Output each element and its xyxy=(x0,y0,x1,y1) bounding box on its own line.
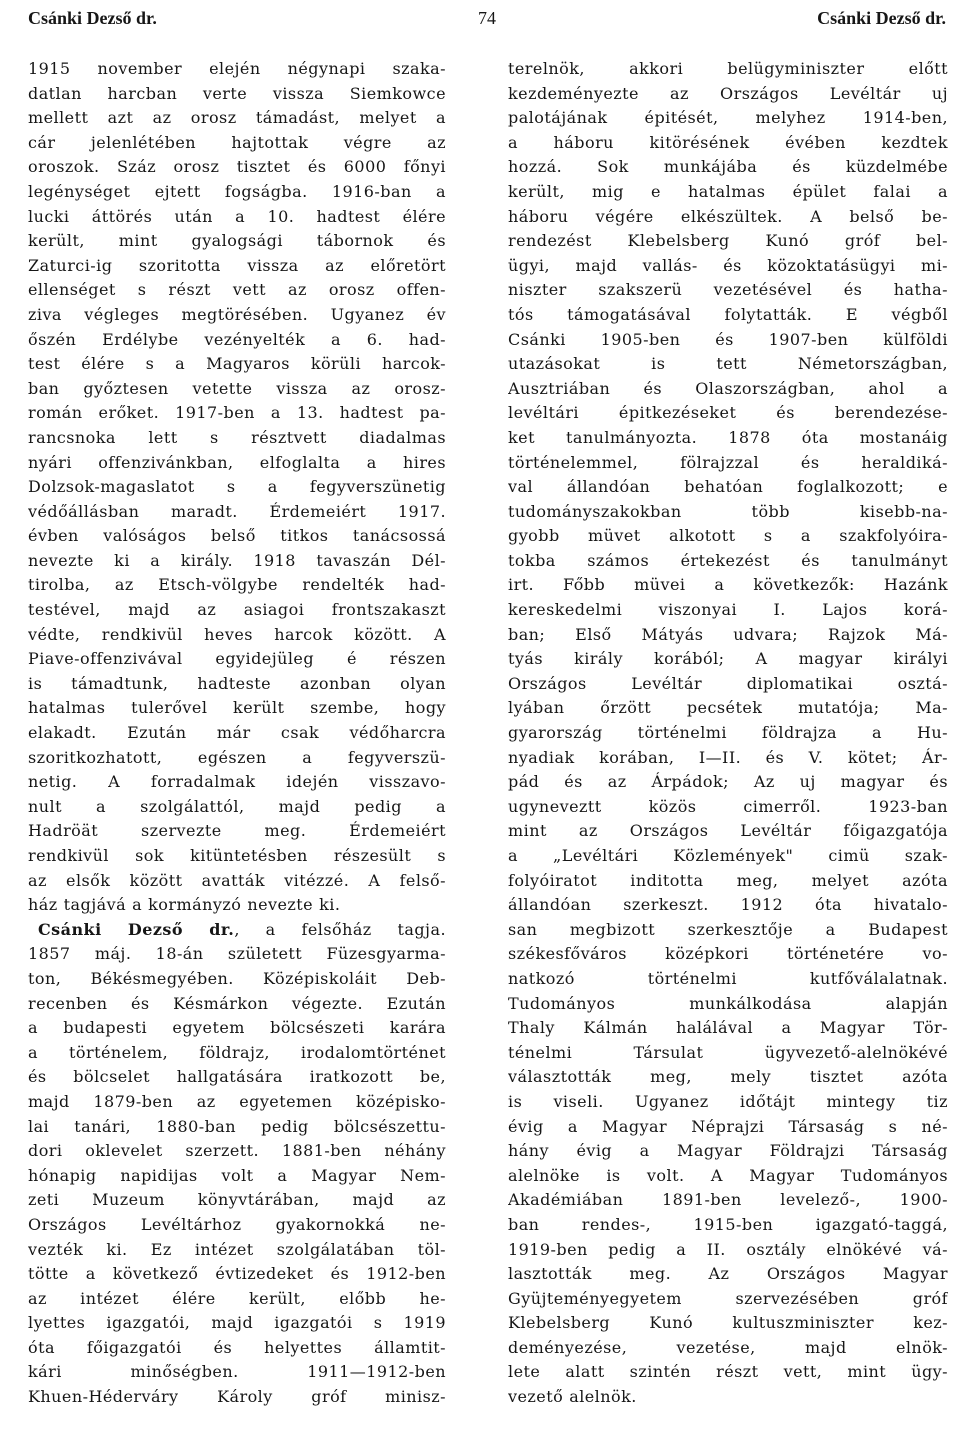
text-line: az elsők között avatták vitézzé. A felső- xyxy=(28,870,446,890)
text-line: tötte a következő évtizedeket és 1912-ben xyxy=(28,1264,446,1284)
text-line: Akadémiában 1891-ben levelező-, 1900- xyxy=(508,1190,948,1210)
text-line: irt. Főbb müvei a következők: Hazánk xyxy=(508,575,948,595)
text-line: datlan harcban verte vissza Siemkowce xyxy=(28,83,446,103)
text-line: ellenséget s részt vett az orosz offen- xyxy=(28,280,446,300)
text-line: háboru végére elkészültek. A belső be- xyxy=(508,206,948,226)
text-line: alelnöke is volt. A Magyar Tudományos xyxy=(508,1165,948,1185)
text-line: Khuen-Héderváry Károly gróf minisz- xyxy=(28,1387,446,1407)
text-line: választották meg, mely tisztet azóta xyxy=(508,1067,948,1087)
text-line: netig. A forradalmak idején visszavo- xyxy=(28,772,446,792)
page-number: 74 xyxy=(478,8,496,28)
running-head-left: Csánki Dezső dr. xyxy=(28,8,157,28)
text-line: nyári offenzivánkban, elfoglalta a hires xyxy=(28,452,446,472)
text-line: hatalmas tulerővel került szembe, hogy xyxy=(28,698,446,718)
text-line: levéltári épitkezéseket és berendezése- xyxy=(508,403,948,423)
text-line: vezető alelnök. xyxy=(508,1387,637,1407)
text-line: kezdeményezte az Országos Levéltár uj xyxy=(508,83,948,103)
text-line: tirolba, az Etsch-völgybe rendelték had- xyxy=(28,575,446,595)
text-line: hónapig napidijas volt a Magyar Nem- xyxy=(28,1165,446,1185)
text-line: pád és az Árpádok; Az uj magyar és xyxy=(508,772,948,792)
text-line: a budapesti egyetem bölcsészeti karára xyxy=(28,1018,446,1038)
text-line: utazásokat is tett Németországban, xyxy=(508,354,948,374)
text-line: Gyüjteményegyetem szervezésében gróf xyxy=(508,1288,948,1308)
right-text-column xyxy=(508,57,948,1410)
text-line: lai tanári, 1880-ban pedig bölcsészettu- xyxy=(28,1116,446,1136)
text-line: legénységet ejtett fogságba. 1916-ban a xyxy=(28,181,446,201)
text-line: nevezte ki a király. 1918 tavaszán Dél- xyxy=(28,550,446,570)
text-line: ket tanulmányozta. 1878 óta mostanáig xyxy=(508,427,948,447)
text-line: nult a szolgálattól, majd pedig a xyxy=(28,796,446,816)
text-line: test élére s a Magyaros körüli harcok- xyxy=(28,354,446,374)
text-line: hány évig a Magyar Földrajzi Társaság xyxy=(508,1141,948,1161)
text-line: rancsnoka lett s résztvett diadalmas xyxy=(28,427,446,447)
text-line: székesfőváros középkori történetére vo- xyxy=(508,944,948,964)
entry-heading-rest: , a felsőház tagja. xyxy=(234,919,446,939)
text-line: cár jelenlétében hajtottak végre az xyxy=(28,132,446,152)
text-line: deményezése, vezetése, majd elnök- xyxy=(508,1337,948,1357)
text-line: ugyneveztt közös cimerről. 1923-ban xyxy=(508,796,948,816)
text-line: Tudományos munkálkodása alapján xyxy=(508,993,948,1013)
text-line: niszter szakszerü vezetésével és hatha- xyxy=(508,280,948,300)
text-line: őszén Erdélybe vezényelték a 6. had- xyxy=(28,329,446,349)
text-line: lucki áttörés után a 10. hadtest élére xyxy=(28,206,446,226)
text-line: ténelmi Társulat ügyvezető-alelnökévé xyxy=(508,1042,948,1062)
text-line: is támadtunk, hadteste azonban olyan xyxy=(28,673,446,693)
page-header xyxy=(28,6,946,30)
text-line: lyában őrzött pecsétek mutatója; Ma- xyxy=(508,698,948,718)
text-line: állandóan szerkeszt. 1912 óta hivatalo- xyxy=(508,895,948,915)
text-line: ban rendes-, 1915-ben igazgató-taggá, xyxy=(508,1214,948,1234)
text-line: 1857 máj. 18-án született Füzesgyarma- xyxy=(28,944,446,964)
text-line: ban győztesen vetette vissza az orosz- xyxy=(28,378,446,398)
text-line: lete alatt szintén részt vett, mint ügy- xyxy=(508,1362,948,1382)
text-line: szoritkozhatott, egészen a fegyverszü- xyxy=(28,747,446,767)
text-line: védőállásban maradt. Érdemeiért 1917. xyxy=(28,501,446,521)
text-line: Hadröät szervezte meg. Érdemeiért xyxy=(28,821,446,841)
text-line: hozzá. Sok munkájába és küzdelmébe xyxy=(508,157,948,177)
text-line: óta főigazgatói és helyettes államtit- xyxy=(28,1337,446,1357)
text-line: gyobb müvet alkotott s a szakfolyóira- xyxy=(508,526,948,546)
text-line: Dolzsok-magaslatot s a fegyverszünetig xyxy=(28,477,446,497)
text-line: Klebelsberg Kunó kultuszminiszter kez- xyxy=(508,1313,948,1333)
text-line: Thaly Kálmán halálával a Magyar Tör- xyxy=(508,1018,948,1038)
text-line: majd 1879-ben az egyetemen középisko- xyxy=(28,1091,446,1111)
text-line: védte, rendkivül heves harcok között. A xyxy=(28,624,446,644)
text-line: tudományszakokban több kisebb-na- xyxy=(508,501,948,521)
text-line: gyarország történelmi földrajza a Hu- xyxy=(508,723,948,743)
text-line: mellett azt az orosz támadást, melyet a xyxy=(28,108,446,128)
left-text-column xyxy=(28,57,446,1410)
text-line: ügyi, majd vallás- és közoktatásügyi mi- xyxy=(508,255,948,275)
text-line: a háboru kitörésének évében kezdtek xyxy=(508,132,948,152)
text-line: lyettes igazgatói, majd igazgatói s 1919 xyxy=(28,1313,446,1333)
text-line: tyás király korából; A magyar királyi xyxy=(508,649,948,669)
text-line: oroszok. Száz orosz tisztet és 6000 főnyi xyxy=(28,157,446,177)
text-line: ziva végleges megtörésében. Ugyanez év xyxy=(28,304,446,324)
text-line: tokba számos értekezést és tanulmányt xyxy=(508,550,948,570)
text-line: kári minőségben. 1911—1912-ben xyxy=(28,1362,446,1382)
text-line: került, mig e hatalmas épület falai a xyxy=(508,181,948,201)
text-line: ton, Békésmegyében. Középiskoláit Deb- xyxy=(28,968,446,988)
text-line: Piave-offenzivával egyidejüleg é részen xyxy=(28,649,446,669)
text-line: román erőket. 1917-ben a 13. hadtest pa- xyxy=(28,403,446,423)
running-head-right: Csánki Dezső dr. xyxy=(817,8,946,28)
text-line: Országos Levéltár diplomatikai osztá- xyxy=(508,673,948,693)
text-line: recenben és Késmárkon végezte. Ezután xyxy=(28,993,446,1013)
text-line: natkozó történelmi kutfőválalatnak. xyxy=(508,968,948,988)
text-line: évig a Magyar Néprajzi Társaság s né- xyxy=(508,1116,948,1136)
text-line: val állandóan behatóan foglalkozott; e xyxy=(508,477,948,497)
text-line: ban; Első Mátyás udvara; Rajzok Má- xyxy=(508,624,948,644)
text-line: dori oklevelet szerzett. 1881-ben néhány xyxy=(28,1141,446,1161)
text-line: lasztották meg. Az Országos Magyar xyxy=(508,1264,948,1284)
text-line: kereskedelmi viszonyai I. Lajos korá- xyxy=(508,600,948,620)
entry-heading xyxy=(28,918,446,943)
text-line: a történelem, földrajz, irodalomtörténet xyxy=(28,1042,446,1062)
text-line: nyadiak korában, I—II. és V. kötet; Ár- xyxy=(508,747,948,767)
text-line: Ausztriában és Olaszországban, ahol a xyxy=(508,378,948,398)
text-line: rendkivül sok kitüntetésben részesült s xyxy=(28,846,446,865)
text-line: Zaturci-ig szoritotta vissza az előretört xyxy=(28,255,446,275)
text-line: terelnök, akkori belügyminiszter előtt xyxy=(508,59,948,78)
text-line: palotájának épitését, melyhez 1914-ben, xyxy=(508,108,948,128)
entry-heading-name: Csánki Dezső dr. xyxy=(38,919,235,939)
text-line: az intézet élére került, előbb he- xyxy=(28,1288,446,1308)
text-line: ház tagjává a kormányzó nevezte ki. xyxy=(28,895,341,915)
text-line: mint az Országos Levéltár főigazgatója xyxy=(508,821,948,841)
text-line: is viseli. Ugyanez időtájt mintegy tiz xyxy=(508,1091,948,1111)
text-line: Országos Levéltárhoz gyakornokká ne- xyxy=(28,1214,446,1234)
text-line: Csánki 1905-ben és 1907-ben külföldi xyxy=(508,329,948,349)
text-line: a „Levéltári Közlemények" cimü szak- xyxy=(508,846,948,865)
text-line: testével, majd az asiagoi frontszakaszt xyxy=(28,600,446,620)
text-line: 1915 november elején négynapi szaka- xyxy=(28,59,446,78)
text-line: tós támogatásával folytatták. E végből xyxy=(508,304,948,324)
text-line: san megbizott szerkesztője a Budapest xyxy=(508,919,948,939)
text-line: folyóiratot inditotta meg, melyet azóta xyxy=(508,870,948,890)
text-line: és bölcselet hallgatására iratkozott be, xyxy=(28,1067,446,1087)
text-line: évben valóságos belső titkos tanácsossá xyxy=(28,526,446,546)
text-line: 1919-ben pedig a II. osztály elnökévé vá- xyxy=(508,1239,948,1259)
text-line: vezték ki. Ez intézet szolgálatában töl- xyxy=(28,1239,446,1259)
text-line: került, mint gyalogsági tábornok és xyxy=(28,231,446,251)
text-line: történelemmel, fölrajzzal és heraldiká- xyxy=(508,452,948,472)
text-line: elakadt. Ezután már csak védőharcra xyxy=(28,723,446,743)
text-line: rendezést Klebelsberg Kunó gróf bel- xyxy=(508,231,948,251)
text-line: zeti Muzeum könyvtárában, majd az xyxy=(28,1190,446,1210)
